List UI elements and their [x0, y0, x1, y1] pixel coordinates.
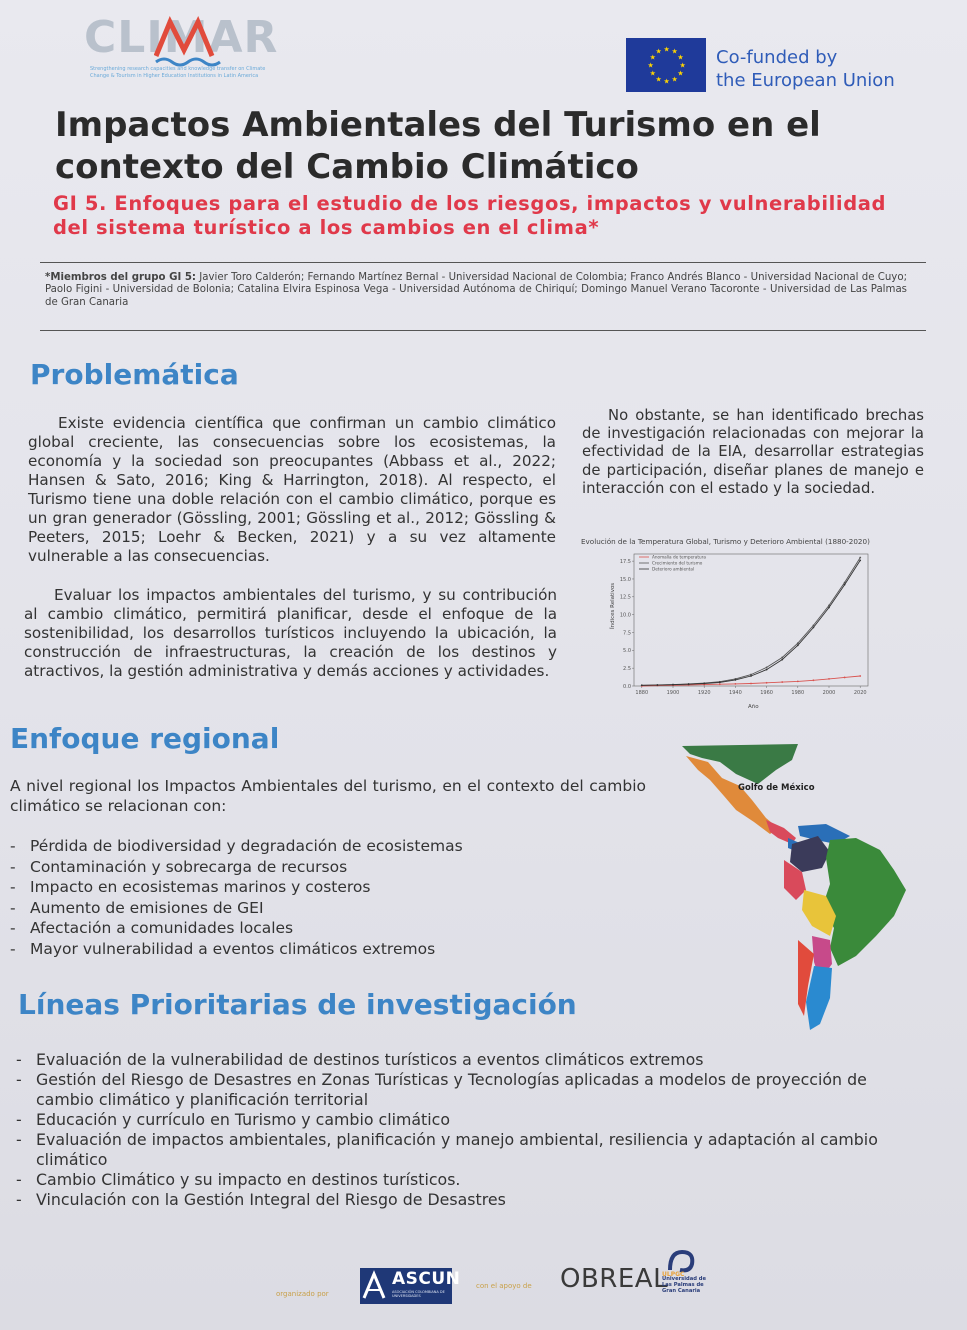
divider-top	[40, 262, 926, 263]
eu-star-icon: ★	[655, 47, 662, 56]
eu-star-icon: ★	[677, 53, 684, 62]
chart-data-point	[859, 675, 861, 677]
chart-data-point	[766, 667, 768, 669]
lineas-list	[16, 1050, 916, 1210]
climar-tagline: Strengthening research capacities and knowledge transfer on Climate Change & Tourism in Higher Education Institutions in Latin America	[90, 66, 266, 79]
chart-data-point	[797, 642, 799, 644]
latin-america-map	[680, 740, 925, 1030]
climar-wave-icon	[154, 12, 224, 72]
chart-y-tick-label: 7.5	[623, 630, 631, 637]
chart-data-point	[813, 627, 815, 629]
chart-x-tick-label: 2000	[822, 690, 836, 696]
list-item: - Mayor vulnerabilidad a eventos climáticos extremos	[10, 939, 436, 958]
chart-data-point	[750, 675, 752, 677]
eu-star-icon: ★	[671, 47, 678, 56]
chart-data-point	[735, 683, 737, 685]
eu-star-icon: ★	[649, 69, 656, 78]
group-members	[45, 272, 907, 309]
chart-y-tick-label: 0.0	[623, 683, 631, 690]
list-item: - Pérdida de biodiversidad y degradación de ecosistemas	[10, 837, 463, 855]
chart-x-tick-label: 1960	[760, 690, 773, 696]
chart-data-point	[828, 678, 830, 680]
chart-data-point	[719, 682, 721, 684]
eu-star-icon: ★	[679, 61, 686, 70]
heading-lineas-prioritarias: Líneas Prioritarias de investigación	[18, 988, 577, 1021]
enfoque-intro: A nivel regional los Impactos Ambientales del turismo, en el contexto del cambio climático se relacionan con:	[10, 777, 646, 815]
chart-axes	[620, 554, 868, 696]
chart-y-tick-label: 10.0	[619, 612, 631, 619]
divider-bottom	[40, 330, 926, 331]
problematica-paragraph-1: Existe evidencia científica que confirman un cambio climático global creciente, las consecuencias sobre los ecosistemas, la economía y la sociedad son preocupantes (Abbass et al., 2022; Hansen & Sato, 2016; King & Harrington, 2018). Al respecto, el Turismo tiene una doble relación con el cambio climático, porque es un gran generador (Gössling, 2001; Gössling et al., 2012; Gössling & Peeters, 2015; Loehr & Becken, 2021) y a su vez altamente vulnerable a las consecuencias.	[28, 414, 556, 565]
list-item: - Contaminación y sobrecarga de recursos	[10, 857, 348, 876]
eu-flag	[626, 38, 706, 92]
chart-x-tick-label: 1920	[697, 690, 711, 696]
list-item: - Cambio Climático y su impacto en destinos turísticos.	[16, 1170, 461, 1189]
chart-x-tick-label: 2020	[853, 690, 867, 696]
chart-title: Evolución de la Temperatura Global, Turismo y Deterioro Ambiental (1880-2020)	[581, 537, 870, 546]
chart-xlabel: Año	[748, 704, 759, 710]
climar-logo-word: CLIMAR	[84, 12, 279, 63]
list-item: - Gestión del Riesgo de Desastres en Zonas Turísticas y Tecnologías aplicadas a modelos de proyección de cambio climático y planificación territorial	[16, 1070, 867, 1109]
heading-problematica: Problemática	[30, 358, 239, 391]
chart-data-point	[703, 683, 705, 685]
chart-series-line	[642, 558, 860, 686]
chart-data-point	[750, 683, 752, 685]
eu-cofunded-text: Co-funded by the European Union	[716, 47, 895, 91]
obreal-logo: OBREAL	[560, 1264, 669, 1294]
chart-data-point	[859, 557, 861, 559]
ulpgc-acronym: ULPGC	[662, 1271, 685, 1278]
chart-legend-label: Crecimiento del turismo	[652, 560, 703, 566]
chart-data-point	[641, 684, 643, 686]
chart-x-tick-label: 1900	[666, 690, 680, 696]
chart-data-point	[781, 659, 783, 661]
chart-y-tick-label: 5.0	[623, 648, 631, 655]
chart-data-point	[781, 681, 783, 683]
chart-data-point	[766, 682, 768, 684]
ulpgc-name: Universidad de Las Palmas de Gran Canaria	[662, 1276, 706, 1294]
eu-star-icon: ★	[677, 69, 684, 78]
eu-star-icon: ★	[671, 75, 678, 84]
enfoque-impact-list	[10, 836, 610, 959]
list-item: - Afectación a comunidades locales	[10, 919, 294, 937]
organized-by-label: organizado por	[276, 1290, 329, 1298]
problematica-paragraph-3: No obstante, se han identificado brechas de investigación relacionadas con mejorar la efectividad de la EIA, desarrollar estrategias de participación, diseñar planes de manejo e interacción con el estado y la sociedad.	[582, 407, 924, 497]
chart-legend-label: Anomalía de temperatura	[652, 554, 706, 560]
list-item: - Aumento de emisiones de GEI	[10, 898, 264, 917]
chart-data-point	[719, 683, 721, 685]
chart-data-point	[844, 584, 846, 586]
chart-x-tick-label: 1980	[791, 690, 805, 696]
members-text: Javier Toro Calderón; Fernando Martínez Bernal - Universidad Nacional de Colombia; Franco Andrés Blanco - Universidad Nacional de Cuyo; Paolo Figini - Universidad de Bolonia; Catalina Elvira Espinosa Vega - Universidad Autónoma de Chiriquí; Domingo Manuel Verano Tacoronte - Universidad de Las Palmas de Gran Canaria	[45, 272, 907, 308]
problematica-paragraph-2: Evaluar los impactos ambientales del turismo, y su contribución al cambio climático, permitirá planificar, desde el enfoque de la sostenibilidad, los desarrollos turísticos incluyendo la ubicación, la construcción de infraestructuras, la creación de los destinos y atractivos, la gestión administrativa y demás acciones y actividades.	[24, 586, 557, 680]
chart-data-point	[859, 560, 861, 562]
chart-data-point	[688, 683, 690, 685]
poster-subtitle: GI 5. Enfoques para el estudio de los riesgos, impactos y vulnerabilidad del sistema turístico a los cambios en el clima*	[53, 192, 887, 239]
chart-data-point	[781, 657, 783, 659]
list-item: - Evaluación de la vulnerabilidad de destinos turísticos a eventos climáticos extremos	[16, 1050, 704, 1069]
chart-data-point	[766, 669, 768, 671]
chart-legend-label: Deterioro ambiental	[652, 566, 695, 572]
temperature-tourism-chart	[578, 534, 923, 714]
with-support-label: con el apoyo de	[476, 1282, 532, 1290]
chart-y-tick-label: 15.0	[619, 576, 631, 583]
eu-star-icon: ★	[647, 61, 654, 70]
list-item: - Vinculación con la Gestión Integral del Riesgo de Desastres	[16, 1190, 506, 1209]
members-label: *Miembros del grupo GI 5:	[45, 272, 197, 283]
eu-star-icon: ★	[663, 45, 670, 54]
climar-logo	[84, 12, 284, 86]
chart-data-point	[813, 679, 815, 681]
chart-series	[641, 554, 861, 687]
chart-ylabel: Índices Relativos	[610, 582, 616, 629]
chart-data-point	[844, 677, 846, 679]
eu-star-icon: ★	[655, 75, 662, 84]
chart-data-point	[828, 607, 830, 609]
chart-x-tick-label: 1940	[729, 690, 742, 696]
ascun-emblem-icon	[360, 1268, 390, 1304]
chart-series-line	[642, 560, 860, 685]
ascun-name: ASCUN	[392, 1269, 461, 1289]
chart-y-tick-label: 2.5	[623, 665, 631, 672]
chart-data-point	[735, 679, 737, 681]
ascun-subtitle: ASOCIACIÓN COLOMBIANA DE UNIVERSIDADES	[392, 1290, 445, 1298]
eu-stars-icon	[626, 38, 706, 92]
chart-data-point	[797, 644, 799, 646]
poster-title: Impactos Ambientales del Turismo en el contexto del Cambio Climático	[55, 105, 821, 187]
eu-star-icon: ★	[649, 53, 656, 62]
list-item: - Impacto en ecosistemas marinos y costeros	[10, 878, 371, 896]
chart-data-point	[672, 684, 674, 686]
chart-y-tick-label: 17.5	[619, 558, 631, 565]
map-label-gulf: Golfo de México	[738, 783, 815, 793]
chart-x-tick-label: 1880	[635, 690, 649, 696]
chart-legend	[639, 555, 706, 572]
chart-y-tick-label: 12.5	[619, 594, 631, 601]
list-item: - Evaluación de impactos ambientales, planificación y manejo ambiental, resiliencia y adaptación al cambio climático	[16, 1130, 878, 1169]
eu-star-icon: ★	[663, 77, 670, 86]
chart-plot-frame	[634, 554, 868, 686]
chart-data-point	[657, 684, 659, 686]
list-item: - Educación y currículo en Turismo y cambio climático	[16, 1110, 450, 1129]
chart-data-point	[797, 680, 799, 682]
heading-enfoque-regional: Enfoque regional	[10, 722, 280, 755]
